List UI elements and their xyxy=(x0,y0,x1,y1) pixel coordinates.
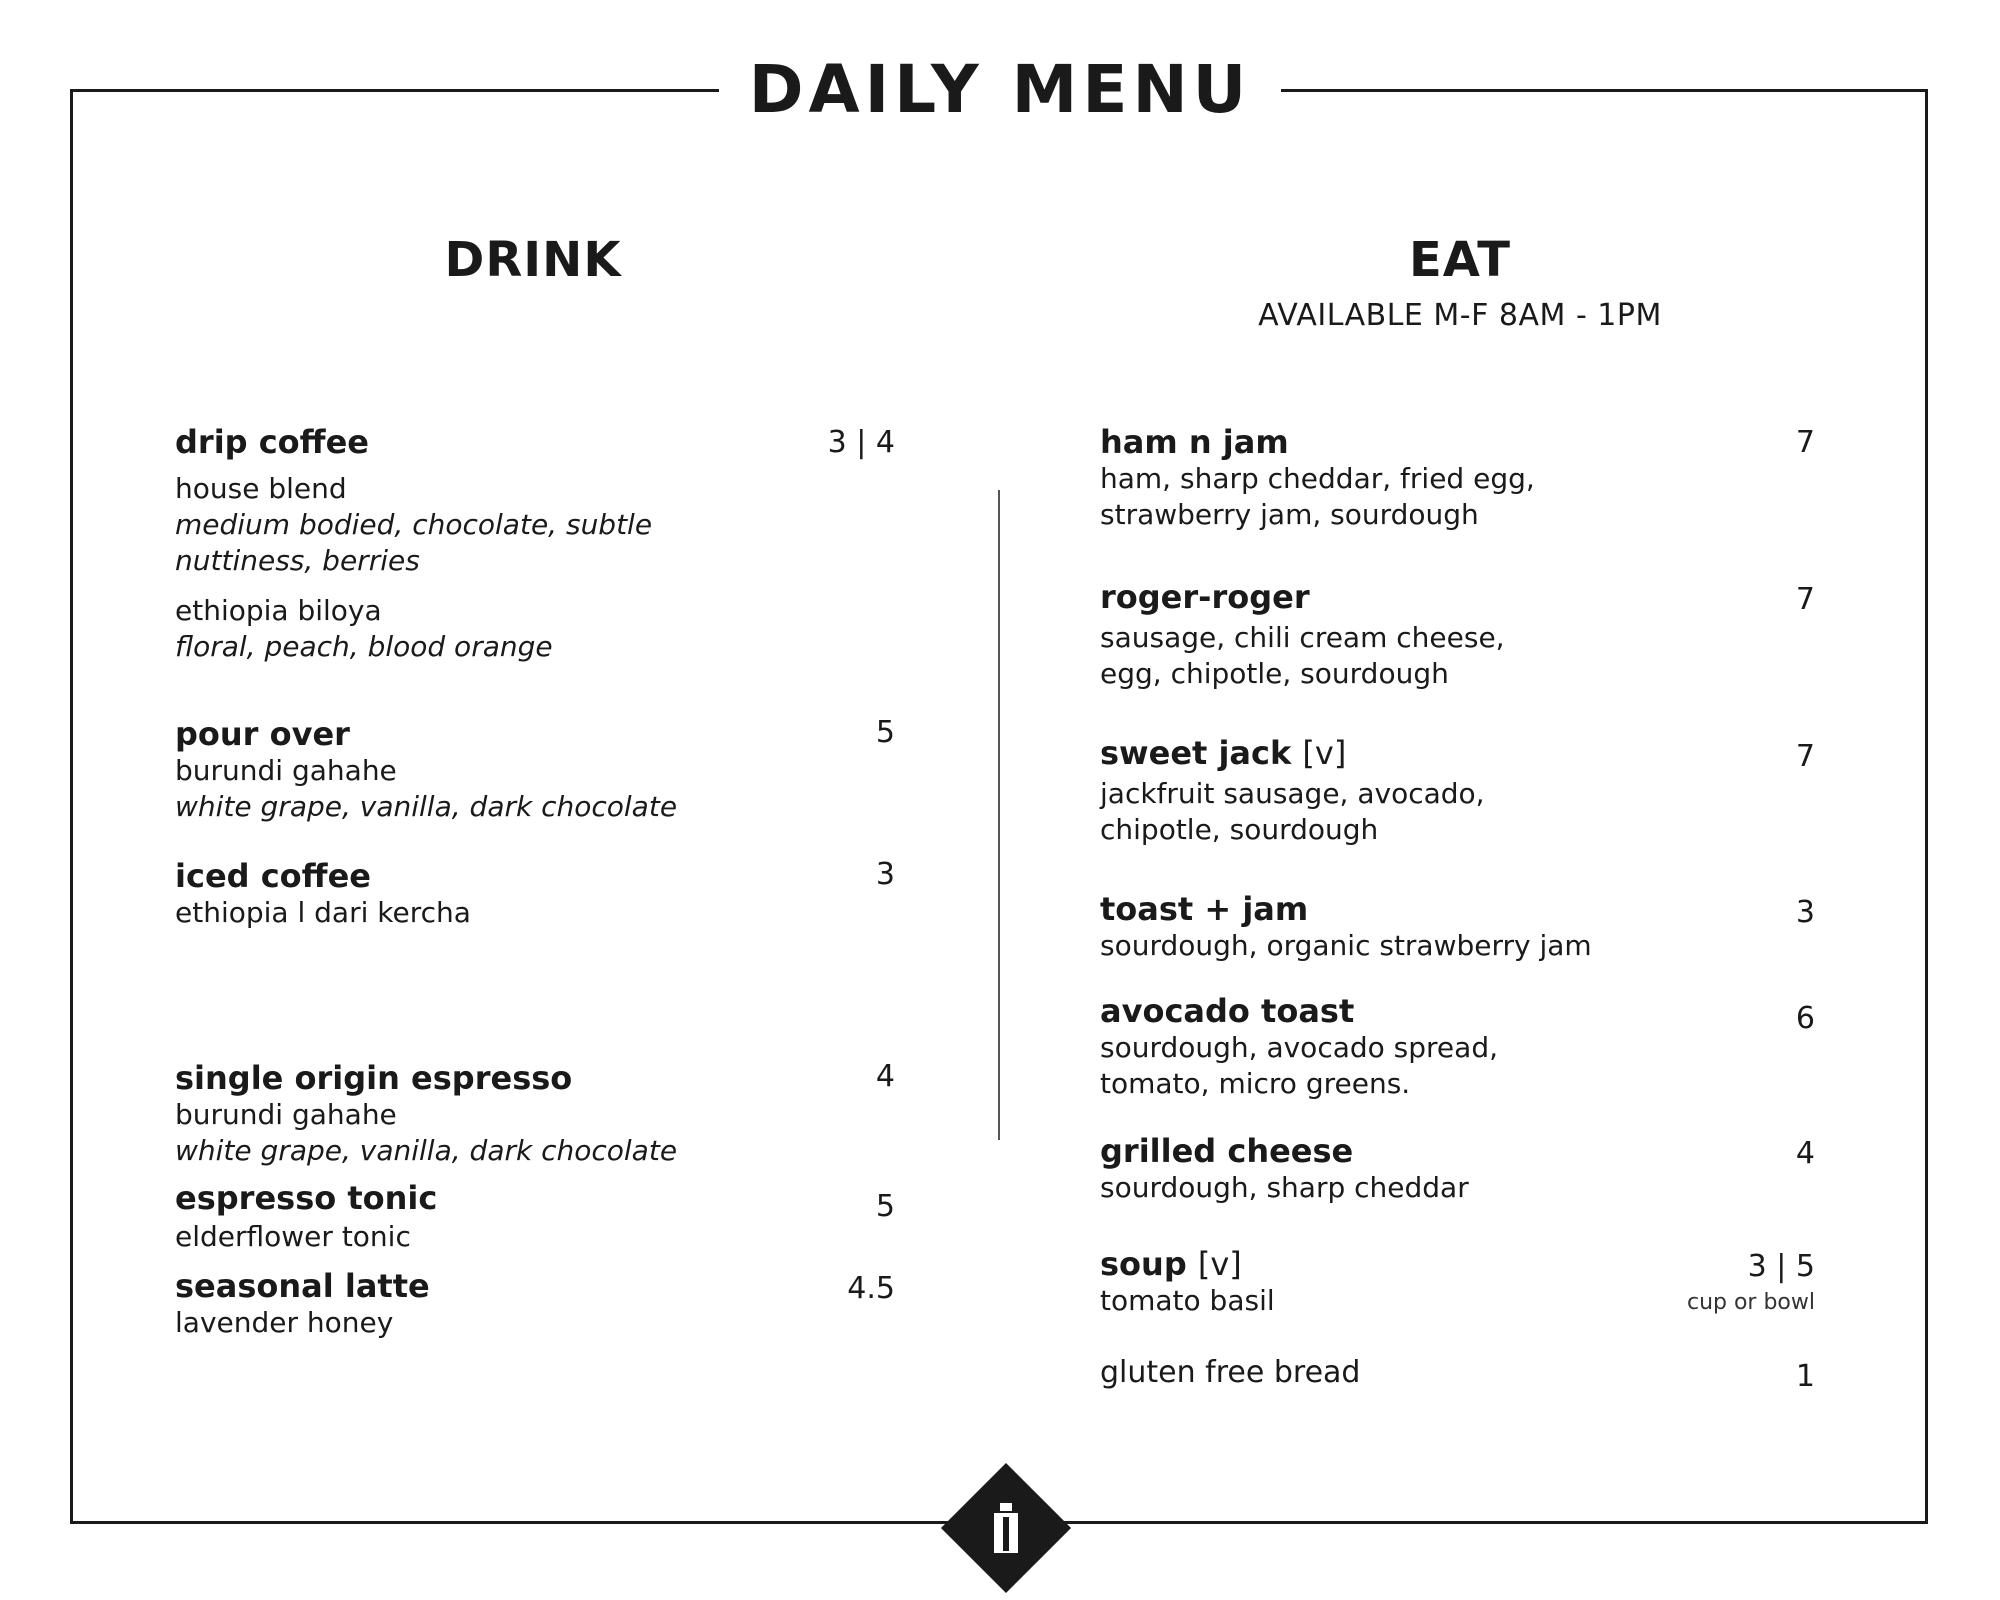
item-name: pour over xyxy=(175,715,350,753)
item-name: soup xyxy=(1100,1245,1187,1283)
drink-item-seasonal-latte xyxy=(175,1267,430,1341)
item-price: 6 xyxy=(1795,1001,1815,1036)
eat-item-ham-n-jam xyxy=(1100,423,1535,533)
item-price: 4.5 xyxy=(847,1271,895,1306)
eat-availability: AVAILABLE M-F 8AM - 1PM xyxy=(1258,298,1662,333)
item-desc: sourdough, organic strawberry jam xyxy=(1100,929,1592,962)
item-sub: lavender honey xyxy=(175,1306,394,1339)
column-divider xyxy=(998,490,1000,1140)
item-price: 5 xyxy=(875,1189,895,1224)
item-desc: ham, sharp cheddar, fried egg, xyxy=(1100,462,1535,495)
item-price: 3 | 4 xyxy=(827,425,895,460)
item-price: 7 xyxy=(1795,582,1815,617)
eat-heading: EAT xyxy=(1409,232,1511,288)
item-desc: sourdough, avocado spread, xyxy=(1100,1031,1498,1064)
item-desc: jackfruit sausage, avocado, xyxy=(1100,777,1485,810)
eat-item-roger-roger xyxy=(1100,578,1505,692)
item-name: gluten free bread xyxy=(1100,1355,1361,1390)
item-price: 4 xyxy=(1795,1136,1815,1171)
item-name: avocado toast xyxy=(1100,992,1355,1030)
eat-item-avocado-toast xyxy=(1100,992,1498,1102)
item-notes: nuttiness, berries xyxy=(175,544,420,577)
item-name-row xyxy=(1100,734,1485,772)
item-price: 1 xyxy=(1795,1359,1815,1394)
drink-item-espresso-tonic xyxy=(175,1179,437,1255)
item-price-note: cup or bowl xyxy=(1686,1290,1815,1315)
item-price: 7 xyxy=(1795,425,1815,460)
item-sub: burundi gahahe xyxy=(175,754,397,787)
item-sub: house blend xyxy=(175,472,347,505)
item-name: toast + jam xyxy=(1100,890,1309,928)
item-price: 4 xyxy=(875,1059,895,1094)
eat-item-soup xyxy=(1100,1245,1275,1319)
item-name: roger-roger xyxy=(1100,578,1310,616)
item-desc: strawberry jam, sourdough xyxy=(1100,498,1479,531)
eat-item-toast-jam xyxy=(1100,890,1592,964)
item-price: 5 xyxy=(875,715,895,750)
item-name: single origin espresso xyxy=(175,1059,573,1097)
item-desc: tomato, micro greens. xyxy=(1100,1067,1411,1100)
item-notes: medium bodied, chocolate, subtle xyxy=(175,508,653,541)
item-notes: white grape, vanilla, dark chocolate xyxy=(175,1134,678,1167)
eat-item-gluten-free-bread xyxy=(1100,1355,1360,1391)
item-price: 3 xyxy=(875,857,895,892)
item-notes: floral, peach, blood orange xyxy=(175,630,553,663)
drink-item-single-origin-espresso xyxy=(175,1059,677,1169)
drink-item-iced-coffee xyxy=(175,857,471,931)
drink-item-drip-coffee xyxy=(175,423,652,665)
bottle-logo-icon xyxy=(983,1501,1029,1557)
vegan-tag: [v] xyxy=(1197,1245,1242,1283)
item-desc: sourdough, sharp cheddar xyxy=(1100,1171,1469,1204)
drink-item-pour-over xyxy=(175,715,677,825)
item-price: 7 xyxy=(1795,739,1815,774)
item-name: sweet jack xyxy=(1100,734,1292,772)
item-sub: burundi gahahe xyxy=(175,1098,397,1131)
item-sub: ethiopia l dari kercha xyxy=(175,896,471,929)
item-name-row xyxy=(1100,1245,1275,1283)
item-desc: tomato basil xyxy=(1100,1284,1275,1317)
item-sub: ethiopia biloya xyxy=(175,594,382,627)
menu-title: DAILY MENU xyxy=(719,48,1282,132)
item-name: grilled cheese xyxy=(1100,1132,1354,1170)
item-sub: elderflower tonic xyxy=(175,1220,411,1253)
item-price: 3 xyxy=(1795,895,1815,930)
item-name: espresso tonic xyxy=(175,1179,438,1217)
item-notes: white grape, vanilla, dark chocolate xyxy=(175,790,678,823)
item-desc: egg, chipotle, sourdough xyxy=(1100,657,1449,690)
item-name: seasonal latte xyxy=(175,1267,430,1305)
item-name: drip coffee xyxy=(175,423,369,461)
vegan-tag: [v] xyxy=(1302,734,1347,772)
item-name: ham n jam xyxy=(1100,423,1289,461)
eat-item-grilled-cheese xyxy=(1100,1132,1469,1206)
drink-heading: DRINK xyxy=(444,232,622,288)
title-wrap xyxy=(0,48,2000,132)
item-desc: chipotle, sourdough xyxy=(1100,813,1379,846)
item-name: iced coffee xyxy=(175,857,371,895)
item-desc: sausage, chili cream cheese, xyxy=(1100,621,1505,654)
item-price: 3 | 5 xyxy=(1747,1249,1815,1284)
eat-item-sweet-jack xyxy=(1100,734,1485,848)
